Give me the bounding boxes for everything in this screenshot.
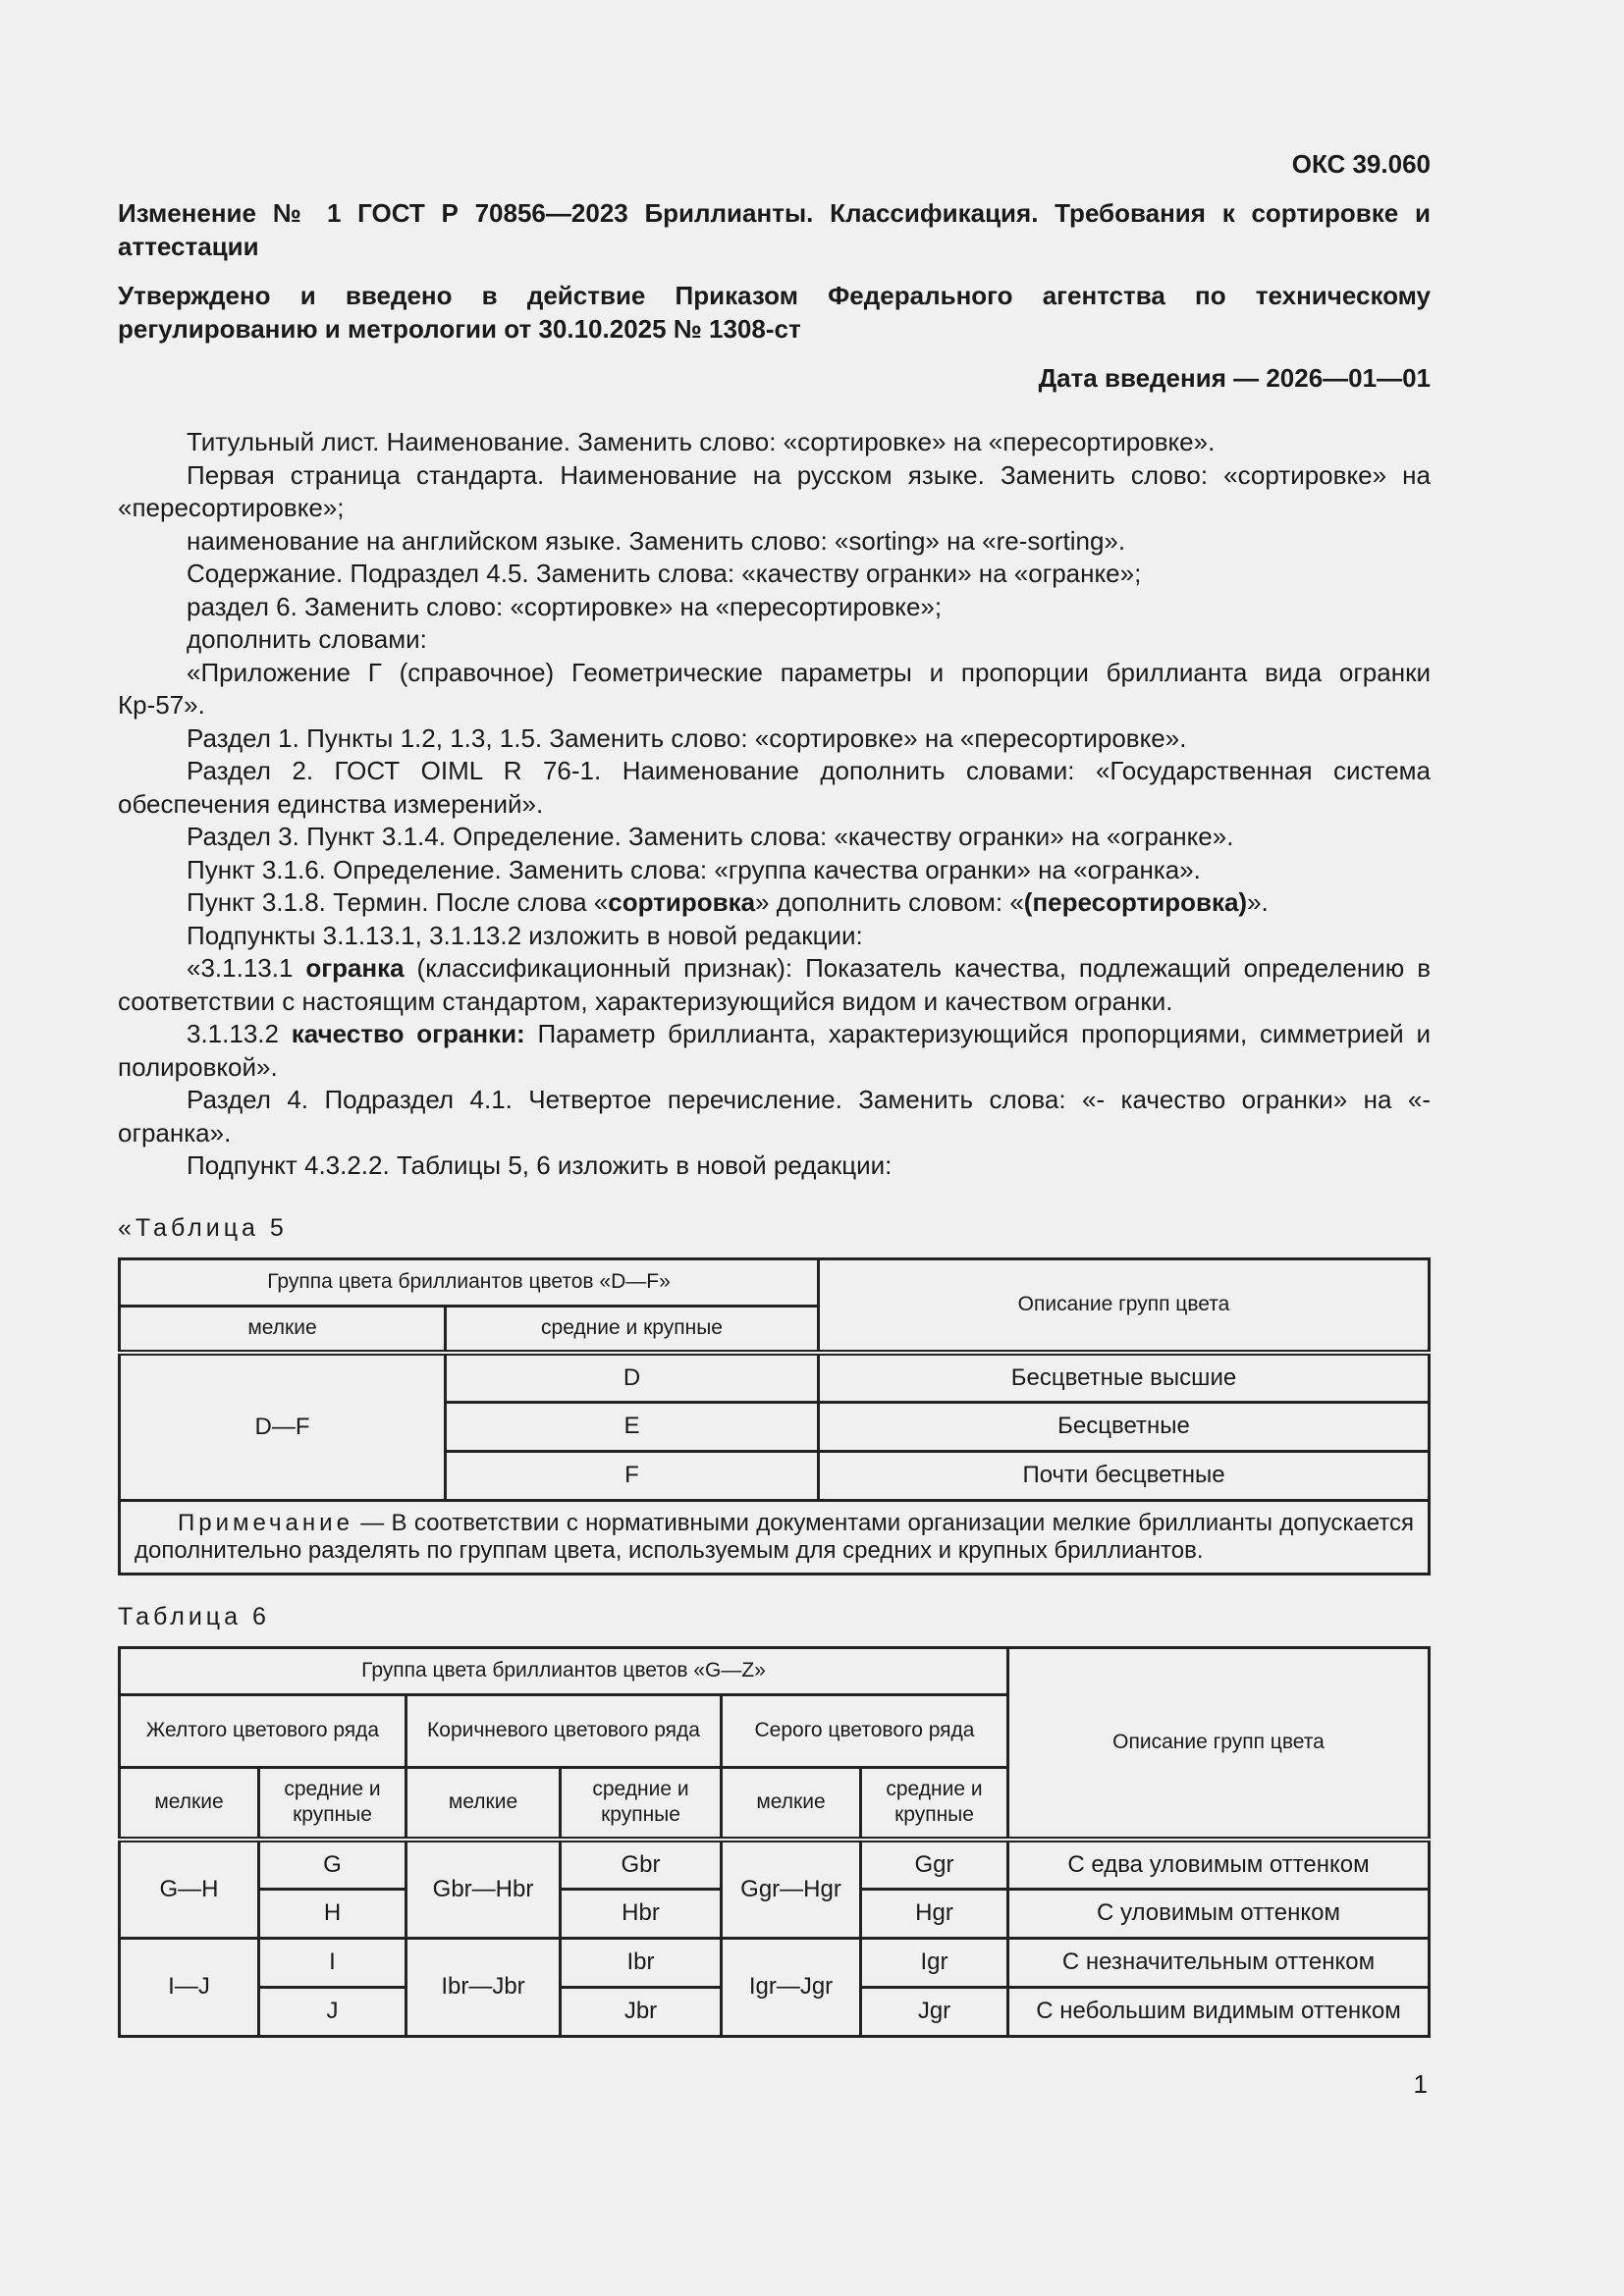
oks-code: ОКС 39.060 — [1291, 149, 1431, 179]
table6-small-header: мелкие — [120, 1767, 259, 1840]
table6-cell: С незначительным оттенком — [1008, 1938, 1430, 1987]
table5-cell: Бесцветные — [819, 1402, 1430, 1451]
table6-small-header: мелкие — [722, 1767, 861, 1840]
paragraph: Первая страница стандарта. Наименование на русском языке. Заменить слово: «сортировке» на «пересортировке»; — [118, 459, 1431, 522]
table6-cell: G — [259, 1840, 406, 1889]
table6-cell: С небольшим видимым оттенком — [1008, 1987, 1430, 2036]
table5-desc-header: Описание групп цвета — [819, 1258, 1430, 1353]
table6-cell: Ggr — [861, 1840, 1008, 1889]
table5-cell: Бесцветные высшие — [819, 1353, 1430, 1402]
text-run: Пункт 3.1.8. Термин. После слова « — [187, 887, 609, 917]
document-page — [118, 147, 1431, 2038]
table6-large-header: средние и крупные — [861, 1767, 1008, 1840]
table6-series-gray: Серого цветового ряда — [722, 1694, 1008, 1767]
table6-series-yellow: Желтого цветового ряда — [120, 1694, 406, 1767]
table5-note — [120, 1500, 1430, 1574]
approval-statement: Утверждено и введено в действие Приказом Федерального агентства по техническому регулированию и метрологии от 30.10.2025 № 1308-ст — [118, 281, 1431, 344]
paragraph: Содержание. Подраздел 4.5. Заменить слова: «качеству огранки» на «огранке»; — [187, 559, 1142, 588]
table6-cell: G—H — [120, 1840, 259, 1938]
table6-cell: Gbr—Hbr — [406, 1840, 561, 1938]
text-run: Параметр бриллианта, характеризующийся пропорциями, симметрией и полировкой». — [118, 1019, 1432, 1082]
table6-cell: Hbr — [561, 1889, 722, 1938]
paragraph: раздел 6. Заменить слово: «сортировке» на «пересортировке»; — [187, 591, 943, 621]
table5-small-header: мелкие — [120, 1306, 446, 1353]
term-bold: сортировка — [608, 887, 756, 917]
table6-cell: С уловимым оттенком — [1008, 1889, 1430, 1938]
text-run: ». — [1247, 887, 1269, 917]
paragraph: Титульный лист. Наименование. Заменить слово: «сортировке» на «пересортировке». — [187, 427, 1216, 456]
table6 — [118, 1646, 1431, 2038]
table6-desc-header: Описание групп цвета — [1008, 1647, 1430, 1840]
text-run: (классификационный признак): Показатель качества, подлежащий определению в соответствии с настоящим стандартом, характеризующийся видом и качеством огранки. — [118, 953, 1432, 1016]
effective-date: Дата введения — 2026—01—01 — [1038, 363, 1431, 393]
table6-cell: Igr — [861, 1938, 1008, 1987]
table6-cell: Jbr — [561, 1987, 722, 2036]
table6-cell: С едва уловимым оттенком — [1008, 1840, 1430, 1889]
page-number: 1 — [1413, 2069, 1428, 2099]
table5 — [118, 1257, 1431, 1575]
table6-cell: Jgr — [861, 1987, 1008, 2036]
paragraph: «Приложение Г (справочное) Геометрические параметры и пропорции бриллианта вида огранки Кр-57». — [118, 657, 1431, 720]
table6-caption: Таблица 6 — [118, 1602, 270, 1630]
paragraph — [118, 886, 1431, 920]
table5-caption: «Таблица 5 — [118, 1213, 288, 1242]
table6-cell: Gbr — [561, 1840, 722, 1889]
table6-cell: Igr—Jgr — [722, 1938, 861, 2036]
table6-large-header: средние и крупные — [259, 1767, 406, 1840]
paragraph: Раздел 2. ГОСТ OIML R 76-1. Наименование дополнить словами: «Государственная система обеспечения единства измерений». — [118, 756, 1431, 819]
table6-small-header: мелкие — [406, 1767, 561, 1840]
table5-large-header: средние и крупные — [446, 1306, 819, 1353]
note-label: Примечание — [178, 1509, 353, 1536]
paragraph — [118, 952, 1431, 1018]
table6-cell: I — [259, 1938, 406, 1987]
term-bold: (пересортировка) — [1023, 887, 1248, 917]
table6-large-header: средние и крупные — [561, 1767, 722, 1840]
paragraph: Подпункт 4.3.2.2. Таблицы 5, 6 изложить в новой редакции: — [187, 1150, 893, 1180]
paragraph: Раздел 4. Подраздел 4.1. Четвертое перечисление. Заменить слова: «- качество огранки» на «- огранка». — [118, 1085, 1431, 1148]
paragraph: Пункт 3.1.6. Определение. Заменить слова: «группа качества огранки» на «огранка». — [187, 854, 1201, 884]
text-run: «3.1.13.1 — [187, 953, 306, 983]
table6-cell: Ibr—Jbr — [406, 1938, 561, 2036]
table6-cell: Hgr — [861, 1889, 1008, 1938]
document-title: Изменение № 1 ГОСТ Р 70856—2023 Бриллианты. Классификация. Требования к сортировке и аттестации — [118, 198, 1431, 261]
table5-cell: F — [446, 1451, 819, 1500]
table5-cell: D — [446, 1353, 819, 1402]
table6-group-header: Группа цвета бриллиантов цветов «G—Z» — [120, 1647, 1008, 1694]
table6-series-brown: Коричневого цветового ряда — [406, 1694, 722, 1767]
term-bold: качество огранки: — [291, 1019, 525, 1048]
paragraph: Раздел 3. Пункт 3.1.4. Определение. Заменить слова: «качеству огранки» на «огранке». — [187, 822, 1234, 851]
text-run: » дополнить словом: « — [755, 887, 1024, 917]
table6-cell: H — [259, 1889, 406, 1938]
text-run: 3.1.13.2 — [187, 1019, 292, 1048]
paragraph: Раздел 1. Пункты 1.2, 1.3, 1.5. Заменить слово: «сортировке» на «пересортировке». — [187, 722, 1187, 753]
table5-group-header: Группа цвета бриллиантов цветов «D—F» — [120, 1258, 819, 1306]
paragraph: дополнить словами: — [187, 624, 427, 654]
table5-cell: E — [446, 1402, 819, 1451]
paragraph: наименование на английском языке. Заменить слово: «sorting» на «re-sorting». — [187, 525, 1126, 556]
table6-cell: Ibr — [561, 1938, 722, 1987]
table6-cell: J — [259, 1987, 406, 2036]
paragraph: Подпункты 3.1.13.1, 3.1.13.2 изложить в новой редакции: — [187, 920, 863, 950]
table5-cell: Почти бесцветные — [819, 1451, 1430, 1500]
table6-cell: Ggr—Hgr — [722, 1840, 861, 1938]
term-bold: огранка — [305, 953, 405, 983]
document-body — [118, 426, 1431, 1183]
table6-cell: I—J — [120, 1938, 259, 2036]
table5-small-value: D—F — [120, 1353, 446, 1500]
paragraph — [118, 1018, 1431, 1084]
note-text: — В соответствии с нормативными документами организации мелкие бриллианты допускается дополнительно разделять по группам цвета, используемым для средних и крупных бриллиантов. — [135, 1509, 1414, 1564]
